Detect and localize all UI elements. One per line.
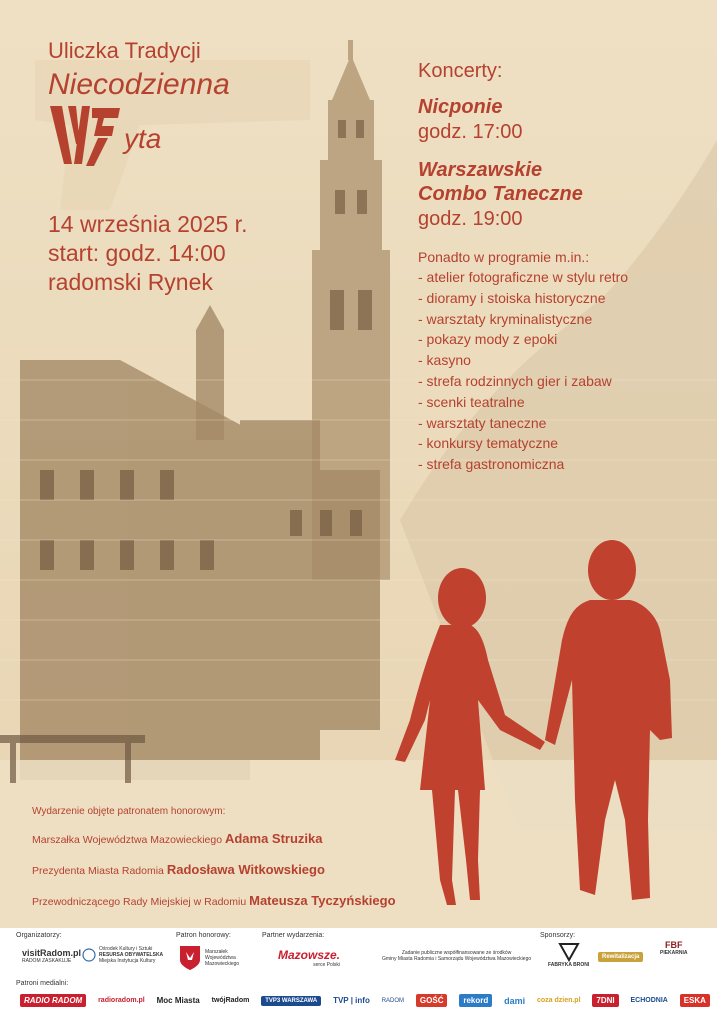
mazowsze-sub: serce Polski	[313, 962, 341, 968]
event-start: start: godz. 14:00	[48, 240, 226, 266]
event-title: Niecodzienna	[48, 68, 230, 101]
funding-line1: Zadanie publiczne współfinansowane ze środków	[401, 950, 512, 956]
event-info	[48, 210, 247, 297]
media-logo: rekord	[459, 994, 492, 1007]
fabryka-broni-logo	[548, 942, 589, 968]
patronage-heading: Wydarzenie objęte patronatem honorowym:	[32, 806, 226, 817]
piekarnia-logo	[660, 940, 688, 956]
patronage-line	[32, 831, 396, 846]
program-item: - atelier fotograficzne w stylu retro	[418, 269, 629, 285]
resursa-line3: Miejska Instytucja Kultury	[99, 958, 156, 964]
program-item: - dioramy i stoiska historyczne	[418, 289, 606, 306]
honor-line1: Marszałek	[205, 949, 228, 955]
visitradom-text: visitRadom.pl	[22, 948, 82, 958]
patronage-line	[32, 862, 396, 877]
fabryka-broni-icon	[558, 942, 580, 962]
partner-label: Partner wydarzenia:	[262, 932, 325, 939]
media-logo: RADOM	[381, 997, 405, 1004]
media-logo: radioradom.pl	[98, 997, 145, 1004]
sponsors-label: Sponsorzy:	[540, 932, 576, 939]
media-logo: ECHODNIA	[630, 997, 668, 1004]
program-item: - konkursy tematyczne	[418, 435, 559, 452]
media-label: Patroni medialni:	[16, 980, 69, 987]
wizyta-logo	[48, 104, 230, 174]
resursa-icon	[82, 948, 96, 962]
program-item: - warsztaty kryminalistyczne	[418, 310, 593, 327]
patron-title: Prezydenta Miasta Radomia	[32, 865, 164, 877]
patron-name: Radosława Witkowskiego	[166, 862, 325, 877]
honorary-label: Patron honorowy:	[176, 932, 231, 939]
media-logo: 7DNI	[592, 994, 618, 1007]
funding-line2: Gminy Miasta Radomia i Samorządu Województwa Mazowieckiego	[382, 956, 532, 962]
honor-line2: Województwa	[205, 955, 236, 961]
media-logo: dami	[504, 995, 526, 1006]
concerts-section	[418, 60, 708, 475]
concert-time-1: godz. 17:00	[418, 121, 523, 143]
event-place: radomski Rynek	[48, 269, 213, 295]
resursa-line1: Ośrodek Kultury i Sztuki	[99, 946, 153, 952]
program-item: - strefa gastronomiczna	[418, 456, 565, 473]
program-item: - strefa rodzinnych gier i zabaw	[418, 372, 612, 389]
media-logo: coza dzien.pl	[536, 997, 581, 1004]
vis-pistol-logo-icon	[48, 104, 122, 174]
media-logo: twójRadom	[211, 997, 250, 1004]
honor-line3: Mazowieckiego	[205, 961, 240, 967]
fabryka-broni-text: FABRYKA BRONI	[548, 962, 590, 968]
program-item: - pokazy mody z epoki	[418, 331, 558, 348]
rewitalizacja-logo	[598, 952, 643, 962]
media-patrons-row	[20, 994, 710, 1007]
patron-title: Przewodniczącego Rady Miejskiej w Radomiu	[32, 896, 247, 908]
program-item: - warsztaty taneczne	[418, 414, 547, 431]
visitradom-sub: RADOM ZASKAKUJE	[22, 958, 72, 964]
patron-name: Adama Struzika	[224, 831, 323, 846]
visitradom-logo	[22, 948, 81, 964]
resursa-logo	[82, 946, 163, 964]
event-date: 14 września 2025 r.	[48, 211, 248, 237]
patronage-line	[32, 893, 396, 908]
concert-time-2: godz. 19:00	[418, 208, 523, 230]
concert-band-1: Nicponie	[418, 96, 503, 118]
funding-note	[382, 950, 531, 962]
media-logo: GOŚĆ	[416, 994, 448, 1007]
resursa-line2: RESURSA OBYWATELSKA	[99, 952, 164, 958]
concert-band-2-cont: Combo Taneczne	[418, 183, 583, 205]
sponsors-footer	[0, 928, 717, 1024]
media-logo: TVP3 WARSZAWA	[261, 996, 321, 1006]
marszalek-logo	[178, 944, 239, 972]
patron-name: Mateusza Tyczyńskiego	[249, 893, 396, 908]
program-item: - kasyno	[418, 352, 471, 369]
mazowsze-text: Mazowsze.	[278, 948, 341, 962]
event-subtitle: Uliczka Tradycji	[48, 38, 201, 63]
concert-band-2: Warszawskie	[418, 159, 543, 181]
media-logo: RADIO RADOM	[20, 994, 86, 1007]
program-item: - scenki teatralne	[418, 393, 525, 410]
program-list	[418, 267, 708, 475]
piekarnia-top: FBF	[665, 940, 683, 950]
patron-title: Marszałka Województwa Mazowieckiego	[32, 834, 223, 846]
header-block	[48, 38, 230, 174]
rewitalizacja-text: Rewitalizacja	[598, 952, 643, 962]
patronage-section	[32, 806, 396, 924]
piekarnia-text: PIEKARNIA	[660, 950, 688, 956]
concerts-heading: Koncerty:	[418, 60, 503, 82]
mazowsze-logo	[278, 948, 340, 968]
eagle-shield-icon	[178, 944, 202, 972]
program-heading: Ponadto w programie m.in.:	[418, 249, 590, 265]
media-logo: TVP | info	[333, 996, 370, 1005]
logo-suffix: yta	[124, 123, 162, 154]
media-logo: Moc Miasta	[156, 996, 200, 1005]
organizers-label: Organizatorzy:	[16, 932, 62, 939]
media-logo: ESKA	[680, 994, 710, 1007]
